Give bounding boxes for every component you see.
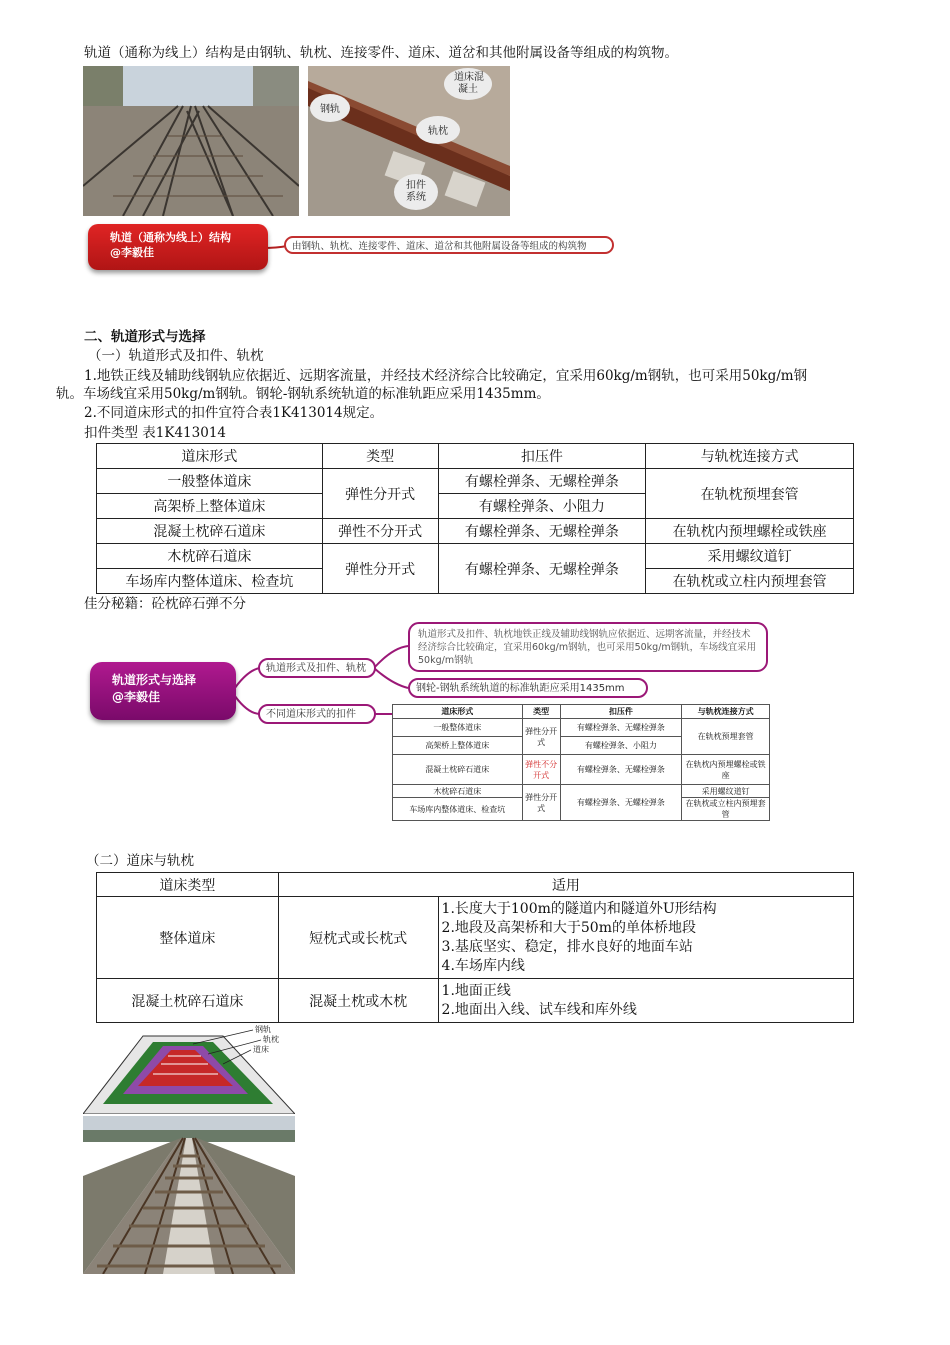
subheading-2: （二）道床与轨枕 xyxy=(86,853,194,869)
mini-cell-highlight: 弹性不分开式 xyxy=(522,755,560,785)
mindmap1-branch: 由钢轨、轨枕、连接零件、道床、道岔和其他附属设备等组成的构筑物 xyxy=(284,236,614,254)
mini-cell: 在轨枕或立柱内预埋套管 xyxy=(682,798,770,821)
th-applicable: 适用 xyxy=(278,873,853,897)
mindmap2-b1-detail2: 钢轮-钢轨系统轨道的标准轨距应采用1435mm xyxy=(408,678,648,698)
cell: 混凝土枕或木枕 xyxy=(278,979,438,1023)
mindmap-1 xyxy=(82,222,622,278)
use-item: 1.地面正线 xyxy=(441,982,511,999)
mini-cell: 一般整体道床 xyxy=(393,719,523,737)
track-cross-section-diagram xyxy=(83,1024,295,1114)
mini-cell: 采用螺纹道钉 xyxy=(682,785,770,798)
mini-cell: 有螺栓弹条、无螺栓弹条 xyxy=(560,719,682,737)
cell: 有螺栓弹条、无螺栓弹条 xyxy=(438,544,646,594)
cell: 在轨枕预埋套管 xyxy=(646,469,854,519)
use-item: 2.地段及高架桥和大于50m的单体桥地段 xyxy=(441,919,696,936)
mini-cell: 高架桥上整体道床 xyxy=(393,737,523,755)
mini-cell: 弹性分开式 xyxy=(522,785,560,821)
mindmap2-branch-2: 不同道床形式的扣件 xyxy=(258,704,376,724)
mini-cell: 弹性分开式 xyxy=(522,719,560,755)
label-bed-concrete: 道床混 xyxy=(454,72,484,83)
th-connection: 与轨枕连接方式 xyxy=(646,444,854,469)
mini-cell: 车场库内整体道床、检查坑 xyxy=(393,798,523,821)
para2: 2.不同道床形式的扣件宜符合表1K413014规定。 xyxy=(84,405,384,421)
cell: 弹性分开式 xyxy=(322,469,438,519)
table-caption: 扣件类型 表1K413014 xyxy=(84,425,227,441)
mini-th: 类型 xyxy=(522,705,560,719)
subheading-1: （一）轨道形式及扣件、轨枕 xyxy=(88,348,264,364)
label-sleeper: 轨枕 xyxy=(263,1035,279,1044)
mini-cell: 有螺栓弹条、无螺栓弹条 xyxy=(560,755,682,785)
svg-text:扣件: 扣件 xyxy=(406,180,426,191)
th-clamp: 扣压件 xyxy=(438,444,646,469)
cell: 采用螺纹道钉 xyxy=(646,544,854,569)
th-type: 类型 xyxy=(322,444,438,469)
cell: 在轨枕内预埋螺栓或铁座 xyxy=(646,519,854,544)
use-item: 2.地面出入线、试车线和库外线 xyxy=(441,1001,637,1018)
mini-cell: 有螺栓弹条、无螺栓弹条 xyxy=(560,785,682,821)
para1-line1: 1.地铁正线及辅助线钢轨应依据近、远期客流量，并经技术经济综合比较确定，宜采用60kg/m钢轨，也可采用50kg/m钢 xyxy=(84,368,808,384)
cell: 高架桥上整体道床 xyxy=(97,494,323,519)
label-rail: 钢轨 xyxy=(255,1025,271,1034)
mini-cell: 在轨枕预埋套管 xyxy=(682,719,770,755)
intro-text: 轨道（通称为线上）结构是由钢轨、轨枕、连接零件、道床、道岔和其他附属设备等组成的构筑物。 xyxy=(84,45,678,61)
cell: 整体道床 xyxy=(97,897,279,979)
uses-cell xyxy=(438,897,853,979)
svg-text:钢轨: 钢轨 xyxy=(320,104,340,115)
fastener-table xyxy=(96,443,854,594)
mini-th: 与轨枕连接方式 xyxy=(682,705,770,719)
cell: 有螺栓弹条、无螺栓弹条 xyxy=(438,469,646,494)
mini-cell: 有螺栓弹条、小阻力 xyxy=(560,737,682,755)
mindmap2-mini-table xyxy=(392,704,770,821)
turnout-photo xyxy=(83,66,299,216)
svg-text:轨枕: 轨枕 xyxy=(428,126,448,137)
label-bed: 道床 xyxy=(253,1045,269,1054)
th-bed-type: 道床类型 xyxy=(97,873,279,897)
use-item: 4.车场库内线 xyxy=(441,957,525,974)
mini-cell: 混凝土枕碎石道床 xyxy=(393,755,523,785)
svg-text:凝土: 凝土 xyxy=(458,84,478,95)
cell: 一般整体道床 xyxy=(97,469,323,494)
mindmap1-root: 轨道（通称为线上）结构 @李毅佳 xyxy=(88,224,268,270)
cell: 有螺栓弹条、无螺栓弹条 xyxy=(438,519,646,544)
cell: 短枕式或长枕式 xyxy=(278,897,438,979)
cell: 弹性不分开式 xyxy=(322,519,438,544)
track-photo xyxy=(83,1116,295,1274)
mini-cell: 在轨枕内预埋螺栓或铁座 xyxy=(682,755,770,785)
mindmap2-root: 轨道形式与选择 @李毅佳 xyxy=(90,662,236,720)
mindmap2-branch-1: 轨道形式及扣件、轨枕 xyxy=(258,658,376,678)
bed-sleeper-table xyxy=(96,872,854,1023)
table-row xyxy=(97,979,854,1023)
use-item: 3.基底坚实、稳定，排水良好的地面车站 xyxy=(441,938,693,955)
table-row xyxy=(97,897,854,979)
cell: 有螺栓弹条、小阻力 xyxy=(438,494,646,519)
cell: 在轨枕或立柱内预埋套管 xyxy=(646,569,854,594)
table-row xyxy=(97,469,854,494)
mindmap-2 xyxy=(82,618,782,830)
cell: 木枕碎石道床 xyxy=(97,544,323,569)
cell: 弹性分开式 xyxy=(322,544,438,594)
cell: 混凝土枕碎石道床 xyxy=(97,979,279,1023)
th-bed-form: 道床形式 xyxy=(97,444,323,469)
mini-cell: 木枕碎石道床 xyxy=(393,785,523,798)
table-row xyxy=(97,519,854,544)
para1-line2: 轨。车场线宜采用50kg/m钢轨。钢轮-钢轨系统轨道的标准轨距应采用1435mm。 xyxy=(56,386,550,402)
svg-text:系统: 系统 xyxy=(406,192,426,203)
cell: 混凝土枕碎石道床 xyxy=(97,519,323,544)
mindmap2-b1-detail: 轨道形式及扣件、轨枕地铁正线及辅助线钢轨应依据近、远期客流量，并经技术经济综合比较确定，宜采用60kg/m钢轨，也可采用50kg/m钢轨，车场线宜采用50kg/m钢轨 xyxy=(408,622,768,672)
mini-th: 道床形式 xyxy=(393,705,523,719)
table-row xyxy=(97,544,854,569)
use-item: 1.长度大于100m的隧道内和隧道外U形结构 xyxy=(441,900,717,917)
mini-th: 扣压件 xyxy=(560,705,682,719)
section-heading: 二、轨道形式与选择 xyxy=(84,329,206,345)
cell: 车场库内整体道床、检查坑 xyxy=(97,569,323,594)
tip-text: 佳分秘籍：砼枕碎石弹不分 xyxy=(84,596,246,612)
table-header-row xyxy=(97,444,854,469)
rail-components-photo xyxy=(308,66,510,216)
uses-cell xyxy=(438,979,853,1023)
